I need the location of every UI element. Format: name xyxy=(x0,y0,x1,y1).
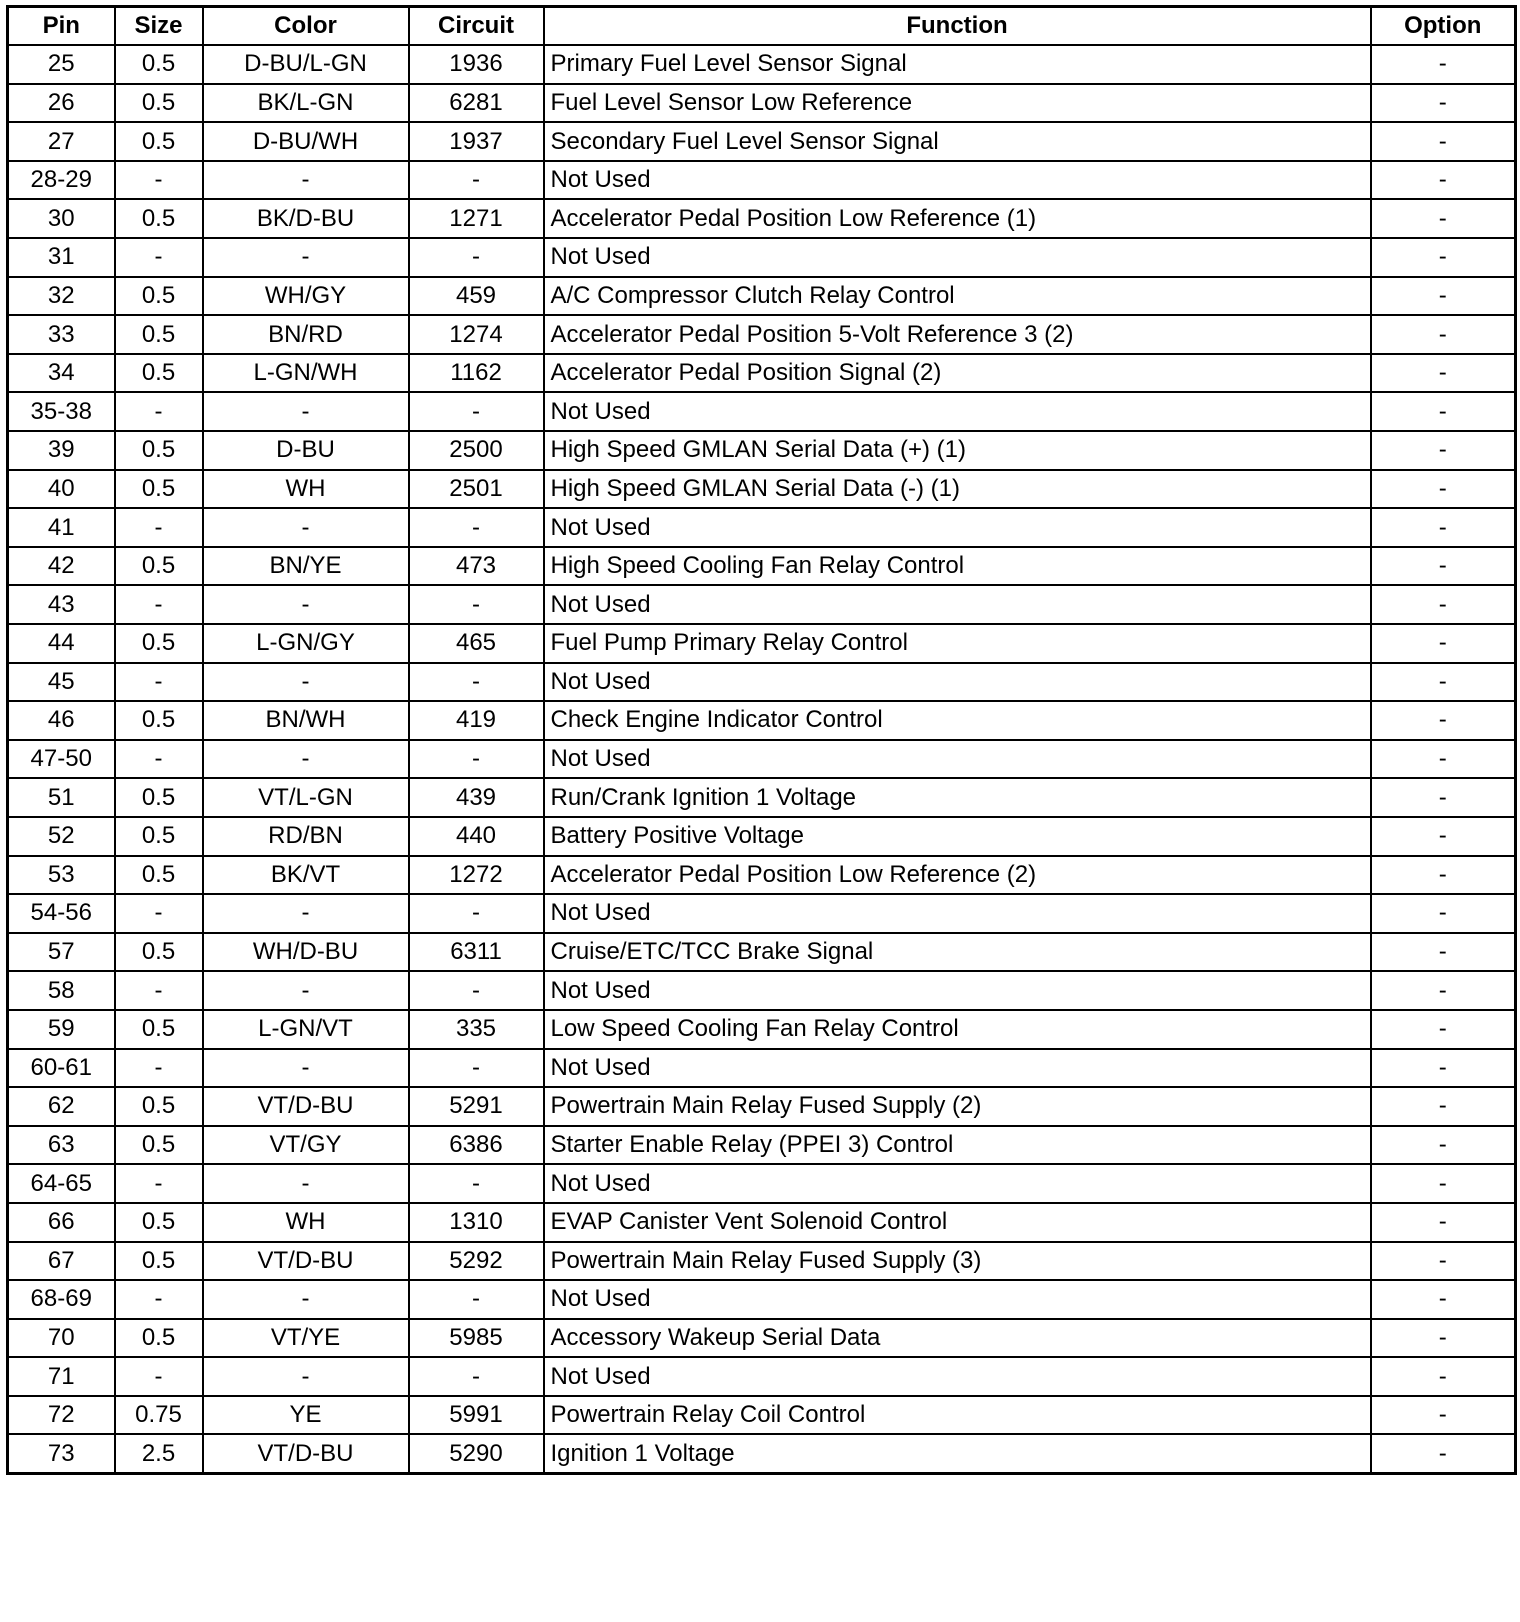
table-row xyxy=(8,470,1516,509)
cell-pin: 60-61 xyxy=(8,1049,115,1088)
cell-circuit: - xyxy=(409,1357,544,1396)
cell-color: VT/D-BU xyxy=(203,1242,409,1281)
cell-function: Low Speed Cooling Fan Relay Control xyxy=(544,1010,1371,1049)
cell-color: - xyxy=(203,663,409,702)
cell-circuit: 1274 xyxy=(409,315,544,354)
cell-circuit: - xyxy=(409,971,544,1010)
cell-pin: 67 xyxy=(8,1242,115,1281)
cell-size: 0.5 xyxy=(115,778,203,817)
cell-function: Powertrain Relay Coil Control xyxy=(544,1396,1371,1435)
table-row xyxy=(8,1242,1516,1281)
cell-pin: 73 xyxy=(8,1434,115,1473)
cell-color: BN/RD xyxy=(203,315,409,354)
cell-circuit: 5291 xyxy=(409,1087,544,1126)
cell-pin: 44 xyxy=(8,624,115,663)
cell-circuit: 1937 xyxy=(409,122,544,161)
cell-option: - xyxy=(1371,1396,1516,1435)
cell-pin: 64-65 xyxy=(8,1164,115,1203)
cell-function: Secondary Fuel Level Sensor Signal xyxy=(544,122,1371,161)
cell-circuit: 419 xyxy=(409,701,544,740)
table-row xyxy=(8,354,1516,393)
cell-pin: 62 xyxy=(8,1087,115,1126)
cell-size: 0.5 xyxy=(115,1087,203,1126)
cell-circuit: - xyxy=(409,1280,544,1319)
cell-circuit: - xyxy=(409,585,544,624)
cell-function: A/C Compressor Clutch Relay Control xyxy=(544,277,1371,316)
table-row xyxy=(8,238,1516,277)
cell-size: 0.5 xyxy=(115,1203,203,1242)
table-row xyxy=(8,277,1516,316)
cell-circuit: - xyxy=(409,508,544,547)
cell-pin: 71 xyxy=(8,1357,115,1396)
cell-option: - xyxy=(1371,161,1516,200)
cell-function: Accessory Wakeup Serial Data xyxy=(544,1319,1371,1358)
cell-option: - xyxy=(1371,431,1516,470)
cell-size: - xyxy=(115,663,203,702)
cell-option: - xyxy=(1371,1357,1516,1396)
cell-option: - xyxy=(1371,701,1516,740)
cell-circuit: 5985 xyxy=(409,1319,544,1358)
cell-option: - xyxy=(1371,354,1516,393)
cell-function: Not Used xyxy=(544,1049,1371,1088)
cell-pin: 58 xyxy=(8,971,115,1010)
cell-option: - xyxy=(1371,663,1516,702)
table-body xyxy=(8,45,1516,1473)
cell-option: - xyxy=(1371,1010,1516,1049)
cell-color: D-BU/L-GN xyxy=(203,45,409,84)
cell-pin: 27 xyxy=(8,122,115,161)
cell-option: - xyxy=(1371,1319,1516,1358)
cell-option: - xyxy=(1371,1280,1516,1319)
cell-circuit: - xyxy=(409,161,544,200)
cell-function: Check Engine Indicator Control xyxy=(544,701,1371,740)
cell-color: BK/VT xyxy=(203,856,409,895)
cell-option: - xyxy=(1371,470,1516,509)
cell-color: VT/D-BU xyxy=(203,1434,409,1473)
cell-function: Not Used xyxy=(544,1280,1371,1319)
cell-pin: 70 xyxy=(8,1319,115,1358)
cell-circuit: 335 xyxy=(409,1010,544,1049)
cell-pin: 42 xyxy=(8,547,115,586)
cell-size: - xyxy=(115,971,203,1010)
cell-function: Not Used xyxy=(544,1357,1371,1396)
cell-option: - xyxy=(1371,778,1516,817)
column-header-color: Color xyxy=(203,7,409,46)
table-row xyxy=(8,1010,1516,1049)
table-row xyxy=(8,431,1516,470)
table-row xyxy=(8,1087,1516,1126)
cell-option: - xyxy=(1371,817,1516,856)
cell-color: - xyxy=(203,971,409,1010)
cell-pin: 66 xyxy=(8,1203,115,1242)
cell-function: Not Used xyxy=(544,585,1371,624)
cell-color: - xyxy=(203,392,409,431)
table-row xyxy=(8,1203,1516,1242)
cell-color: BN/WH xyxy=(203,701,409,740)
table-row xyxy=(8,1164,1516,1203)
table-row xyxy=(8,1357,1516,1396)
table-row xyxy=(8,1049,1516,1088)
table-row xyxy=(8,392,1516,431)
cell-circuit: 1271 xyxy=(409,199,544,238)
cell-color: BK/D-BU xyxy=(203,199,409,238)
cell-circuit: - xyxy=(409,740,544,779)
cell-option: - xyxy=(1371,547,1516,586)
cell-option: - xyxy=(1371,624,1516,663)
cell-option: - xyxy=(1371,45,1516,84)
column-header-size: Size xyxy=(115,7,203,46)
cell-size: 0.5 xyxy=(115,354,203,393)
table-row xyxy=(8,817,1516,856)
cell-size: 0.5 xyxy=(115,701,203,740)
table-row xyxy=(8,1434,1516,1473)
cell-option: - xyxy=(1371,894,1516,933)
cell-color: WH/GY xyxy=(203,277,409,316)
cell-option: - xyxy=(1371,315,1516,354)
cell-function: EVAP Canister Vent Solenoid Control xyxy=(544,1203,1371,1242)
table-row xyxy=(8,740,1516,779)
column-header-option: Option xyxy=(1371,7,1516,46)
cell-function: Not Used xyxy=(544,971,1371,1010)
cell-size: - xyxy=(115,894,203,933)
cell-option: - xyxy=(1371,1049,1516,1088)
cell-size: - xyxy=(115,161,203,200)
column-header-function: Function xyxy=(544,7,1371,46)
cell-pin: 32 xyxy=(8,277,115,316)
cell-function: Not Used xyxy=(544,508,1371,547)
cell-pin: 34 xyxy=(8,354,115,393)
table-row xyxy=(8,1126,1516,1165)
cell-option: - xyxy=(1371,856,1516,895)
cell-pin: 28-29 xyxy=(8,161,115,200)
cell-circuit: 439 xyxy=(409,778,544,817)
cell-size: 0.5 xyxy=(115,470,203,509)
cell-color: D-BU/WH xyxy=(203,122,409,161)
cell-color: RD/BN xyxy=(203,817,409,856)
cell-color: VT/L-GN xyxy=(203,778,409,817)
cell-size: 0.5 xyxy=(115,84,203,123)
cell-size: 0.75 xyxy=(115,1396,203,1435)
cell-circuit: - xyxy=(409,1049,544,1088)
cell-color: VT/D-BU xyxy=(203,1087,409,1126)
cell-option: - xyxy=(1371,1434,1516,1473)
cell-color: L-GN/GY xyxy=(203,624,409,663)
table-row xyxy=(8,1396,1516,1435)
cell-option: - xyxy=(1371,238,1516,277)
cell-option: - xyxy=(1371,933,1516,972)
cell-size: 0.5 xyxy=(115,856,203,895)
cell-function: Not Used xyxy=(544,161,1371,200)
cell-pin: 51 xyxy=(8,778,115,817)
cell-option: - xyxy=(1371,1203,1516,1242)
cell-color: VT/YE xyxy=(203,1319,409,1358)
cell-color: BK/L-GN xyxy=(203,84,409,123)
cell-pin: 40 xyxy=(8,470,115,509)
cell-function: Ignition 1 Voltage xyxy=(544,1434,1371,1473)
cell-option: - xyxy=(1371,1164,1516,1203)
cell-color: WH/D-BU xyxy=(203,933,409,972)
cell-size: 0.5 xyxy=(115,547,203,586)
cell-function: Not Used xyxy=(544,663,1371,702)
cell-circuit: 1272 xyxy=(409,856,544,895)
cell-circuit: 5290 xyxy=(409,1434,544,1473)
cell-size: 0.5 xyxy=(115,199,203,238)
table-row xyxy=(8,894,1516,933)
table-row xyxy=(8,84,1516,123)
cell-size: 0.5 xyxy=(115,431,203,470)
table-row xyxy=(8,663,1516,702)
cell-color: - xyxy=(203,508,409,547)
cell-circuit: 1310 xyxy=(409,1203,544,1242)
cell-color: YE xyxy=(203,1396,409,1435)
connector-pinout-table xyxy=(6,5,1517,1475)
cell-circuit: 6281 xyxy=(409,84,544,123)
cell-circuit: 473 xyxy=(409,547,544,586)
cell-circuit: - xyxy=(409,663,544,702)
cell-function: Primary Fuel Level Sensor Signal xyxy=(544,45,1371,84)
cell-size: - xyxy=(115,1164,203,1203)
cell-circuit: - xyxy=(409,392,544,431)
cell-size: - xyxy=(115,508,203,547)
cell-pin: 39 xyxy=(8,431,115,470)
cell-color: - xyxy=(203,1049,409,1088)
cell-function: Run/Crank Ignition 1 Voltage xyxy=(544,778,1371,817)
cell-size: 0.5 xyxy=(115,1242,203,1281)
cell-pin: 72 xyxy=(8,1396,115,1435)
cell-function: Accelerator Pedal Position Low Reference (1) xyxy=(544,199,1371,238)
cell-size: - xyxy=(115,740,203,779)
cell-color: VT/GY xyxy=(203,1126,409,1165)
cell-color: WH xyxy=(203,470,409,509)
cell-circuit: 2501 xyxy=(409,470,544,509)
cell-option: - xyxy=(1371,1087,1516,1126)
cell-circuit: 1936 xyxy=(409,45,544,84)
cell-color: - xyxy=(203,740,409,779)
cell-color: - xyxy=(203,1164,409,1203)
cell-size: - xyxy=(115,238,203,277)
table-row xyxy=(8,701,1516,740)
cell-circuit: 465 xyxy=(409,624,544,663)
cell-option: - xyxy=(1371,199,1516,238)
cell-pin: 41 xyxy=(8,508,115,547)
cell-color: WH xyxy=(203,1203,409,1242)
cell-circuit: 2500 xyxy=(409,431,544,470)
cell-pin: 57 xyxy=(8,933,115,972)
table-row xyxy=(8,161,1516,200)
cell-color: L-GN/WH xyxy=(203,354,409,393)
cell-function: Fuel Pump Primary Relay Control xyxy=(544,624,1371,663)
column-header-pin: Pin xyxy=(8,7,115,46)
cell-pin: 47-50 xyxy=(8,740,115,779)
table-row xyxy=(8,315,1516,354)
cell-size: - xyxy=(115,1049,203,1088)
cell-pin: 59 xyxy=(8,1010,115,1049)
table-row xyxy=(8,624,1516,663)
cell-size: - xyxy=(115,585,203,624)
cell-size: 0.5 xyxy=(115,624,203,663)
cell-function: Not Used xyxy=(544,1164,1371,1203)
cell-size: - xyxy=(115,392,203,431)
cell-circuit: 5292 xyxy=(409,1242,544,1281)
cell-option: - xyxy=(1371,392,1516,431)
cell-pin: 45 xyxy=(8,663,115,702)
table-row xyxy=(8,45,1516,84)
cell-function: Fuel Level Sensor Low Reference xyxy=(544,84,1371,123)
cell-function: Accelerator Pedal Position 5-Volt Reference 3 (2) xyxy=(544,315,1371,354)
table-row xyxy=(8,1319,1516,1358)
cell-pin: 33 xyxy=(8,315,115,354)
cell-option: - xyxy=(1371,1126,1516,1165)
cell-function: Accelerator Pedal Position Low Reference (2) xyxy=(544,856,1371,895)
cell-color: - xyxy=(203,894,409,933)
cell-function: Not Used xyxy=(544,392,1371,431)
table-row xyxy=(8,508,1516,547)
cell-function: Not Used xyxy=(544,238,1371,277)
cell-color: - xyxy=(203,161,409,200)
cell-circuit: 6311 xyxy=(409,933,544,972)
cell-option: - xyxy=(1371,508,1516,547)
cell-size: - xyxy=(115,1357,203,1396)
cell-size: 0.5 xyxy=(115,277,203,316)
cell-pin: 46 xyxy=(8,701,115,740)
table-row xyxy=(8,1280,1516,1319)
cell-color: L-GN/VT xyxy=(203,1010,409,1049)
cell-function: Starter Enable Relay (PPEI 3) Control xyxy=(544,1126,1371,1165)
cell-size: 0.5 xyxy=(115,1126,203,1165)
cell-function: Not Used xyxy=(544,740,1371,779)
cell-circuit: 459 xyxy=(409,277,544,316)
cell-size: 0.5 xyxy=(115,122,203,161)
table-row xyxy=(8,778,1516,817)
column-header-circuit: Circuit xyxy=(409,7,544,46)
cell-size: 2.5 xyxy=(115,1434,203,1473)
cell-function: Not Used xyxy=(544,894,1371,933)
cell-option: - xyxy=(1371,1242,1516,1281)
cell-pin: 54-56 xyxy=(8,894,115,933)
table-row xyxy=(8,856,1516,895)
cell-color: - xyxy=(203,1280,409,1319)
table-row xyxy=(8,122,1516,161)
cell-pin: 52 xyxy=(8,817,115,856)
cell-function: High Speed GMLAN Serial Data (+) (1) xyxy=(544,431,1371,470)
cell-size: 0.5 xyxy=(115,1319,203,1358)
cell-pin: 25 xyxy=(8,45,115,84)
cell-size: - xyxy=(115,1280,203,1319)
cell-option: - xyxy=(1371,971,1516,1010)
cell-pin: 35-38 xyxy=(8,392,115,431)
cell-option: - xyxy=(1371,122,1516,161)
cell-color: - xyxy=(203,585,409,624)
cell-color: - xyxy=(203,1357,409,1396)
table-row xyxy=(8,547,1516,586)
cell-size: 0.5 xyxy=(115,817,203,856)
cell-size: 0.5 xyxy=(115,933,203,972)
cell-circuit: - xyxy=(409,238,544,277)
cell-color: - xyxy=(203,238,409,277)
cell-option: - xyxy=(1371,585,1516,624)
table-row xyxy=(8,585,1516,624)
cell-size: 0.5 xyxy=(115,315,203,354)
cell-function: High Speed Cooling Fan Relay Control xyxy=(544,547,1371,586)
cell-pin: 30 xyxy=(8,199,115,238)
cell-circuit: 1162 xyxy=(409,354,544,393)
cell-option: - xyxy=(1371,740,1516,779)
cell-color: D-BU xyxy=(203,431,409,470)
cell-pin: 68-69 xyxy=(8,1280,115,1319)
cell-pin: 43 xyxy=(8,585,115,624)
cell-function: High Speed GMLAN Serial Data (-) (1) xyxy=(544,470,1371,509)
cell-color: BN/YE xyxy=(203,547,409,586)
cell-pin: 26 xyxy=(8,84,115,123)
cell-pin: 31 xyxy=(8,238,115,277)
cell-size: 0.5 xyxy=(115,1010,203,1049)
cell-size: 0.5 xyxy=(115,45,203,84)
cell-function: Powertrain Main Relay Fused Supply (2) xyxy=(544,1087,1371,1126)
cell-function: Battery Positive Voltage xyxy=(544,817,1371,856)
table-row xyxy=(8,933,1516,972)
cell-pin: 53 xyxy=(8,856,115,895)
cell-circuit: - xyxy=(409,1164,544,1203)
cell-circuit: 440 xyxy=(409,817,544,856)
table-header-row xyxy=(8,7,1516,46)
cell-option: - xyxy=(1371,84,1516,123)
cell-function: Cruise/ETC/TCC Brake Signal xyxy=(544,933,1371,972)
cell-circuit: 6386 xyxy=(409,1126,544,1165)
cell-function: Accelerator Pedal Position Signal (2) xyxy=(544,354,1371,393)
cell-pin: 63 xyxy=(8,1126,115,1165)
table-row xyxy=(8,199,1516,238)
cell-function: Powertrain Main Relay Fused Supply (3) xyxy=(544,1242,1371,1281)
table-row xyxy=(8,971,1516,1010)
cell-option: - xyxy=(1371,277,1516,316)
cell-circuit: - xyxy=(409,894,544,933)
cell-circuit: 5991 xyxy=(409,1396,544,1435)
